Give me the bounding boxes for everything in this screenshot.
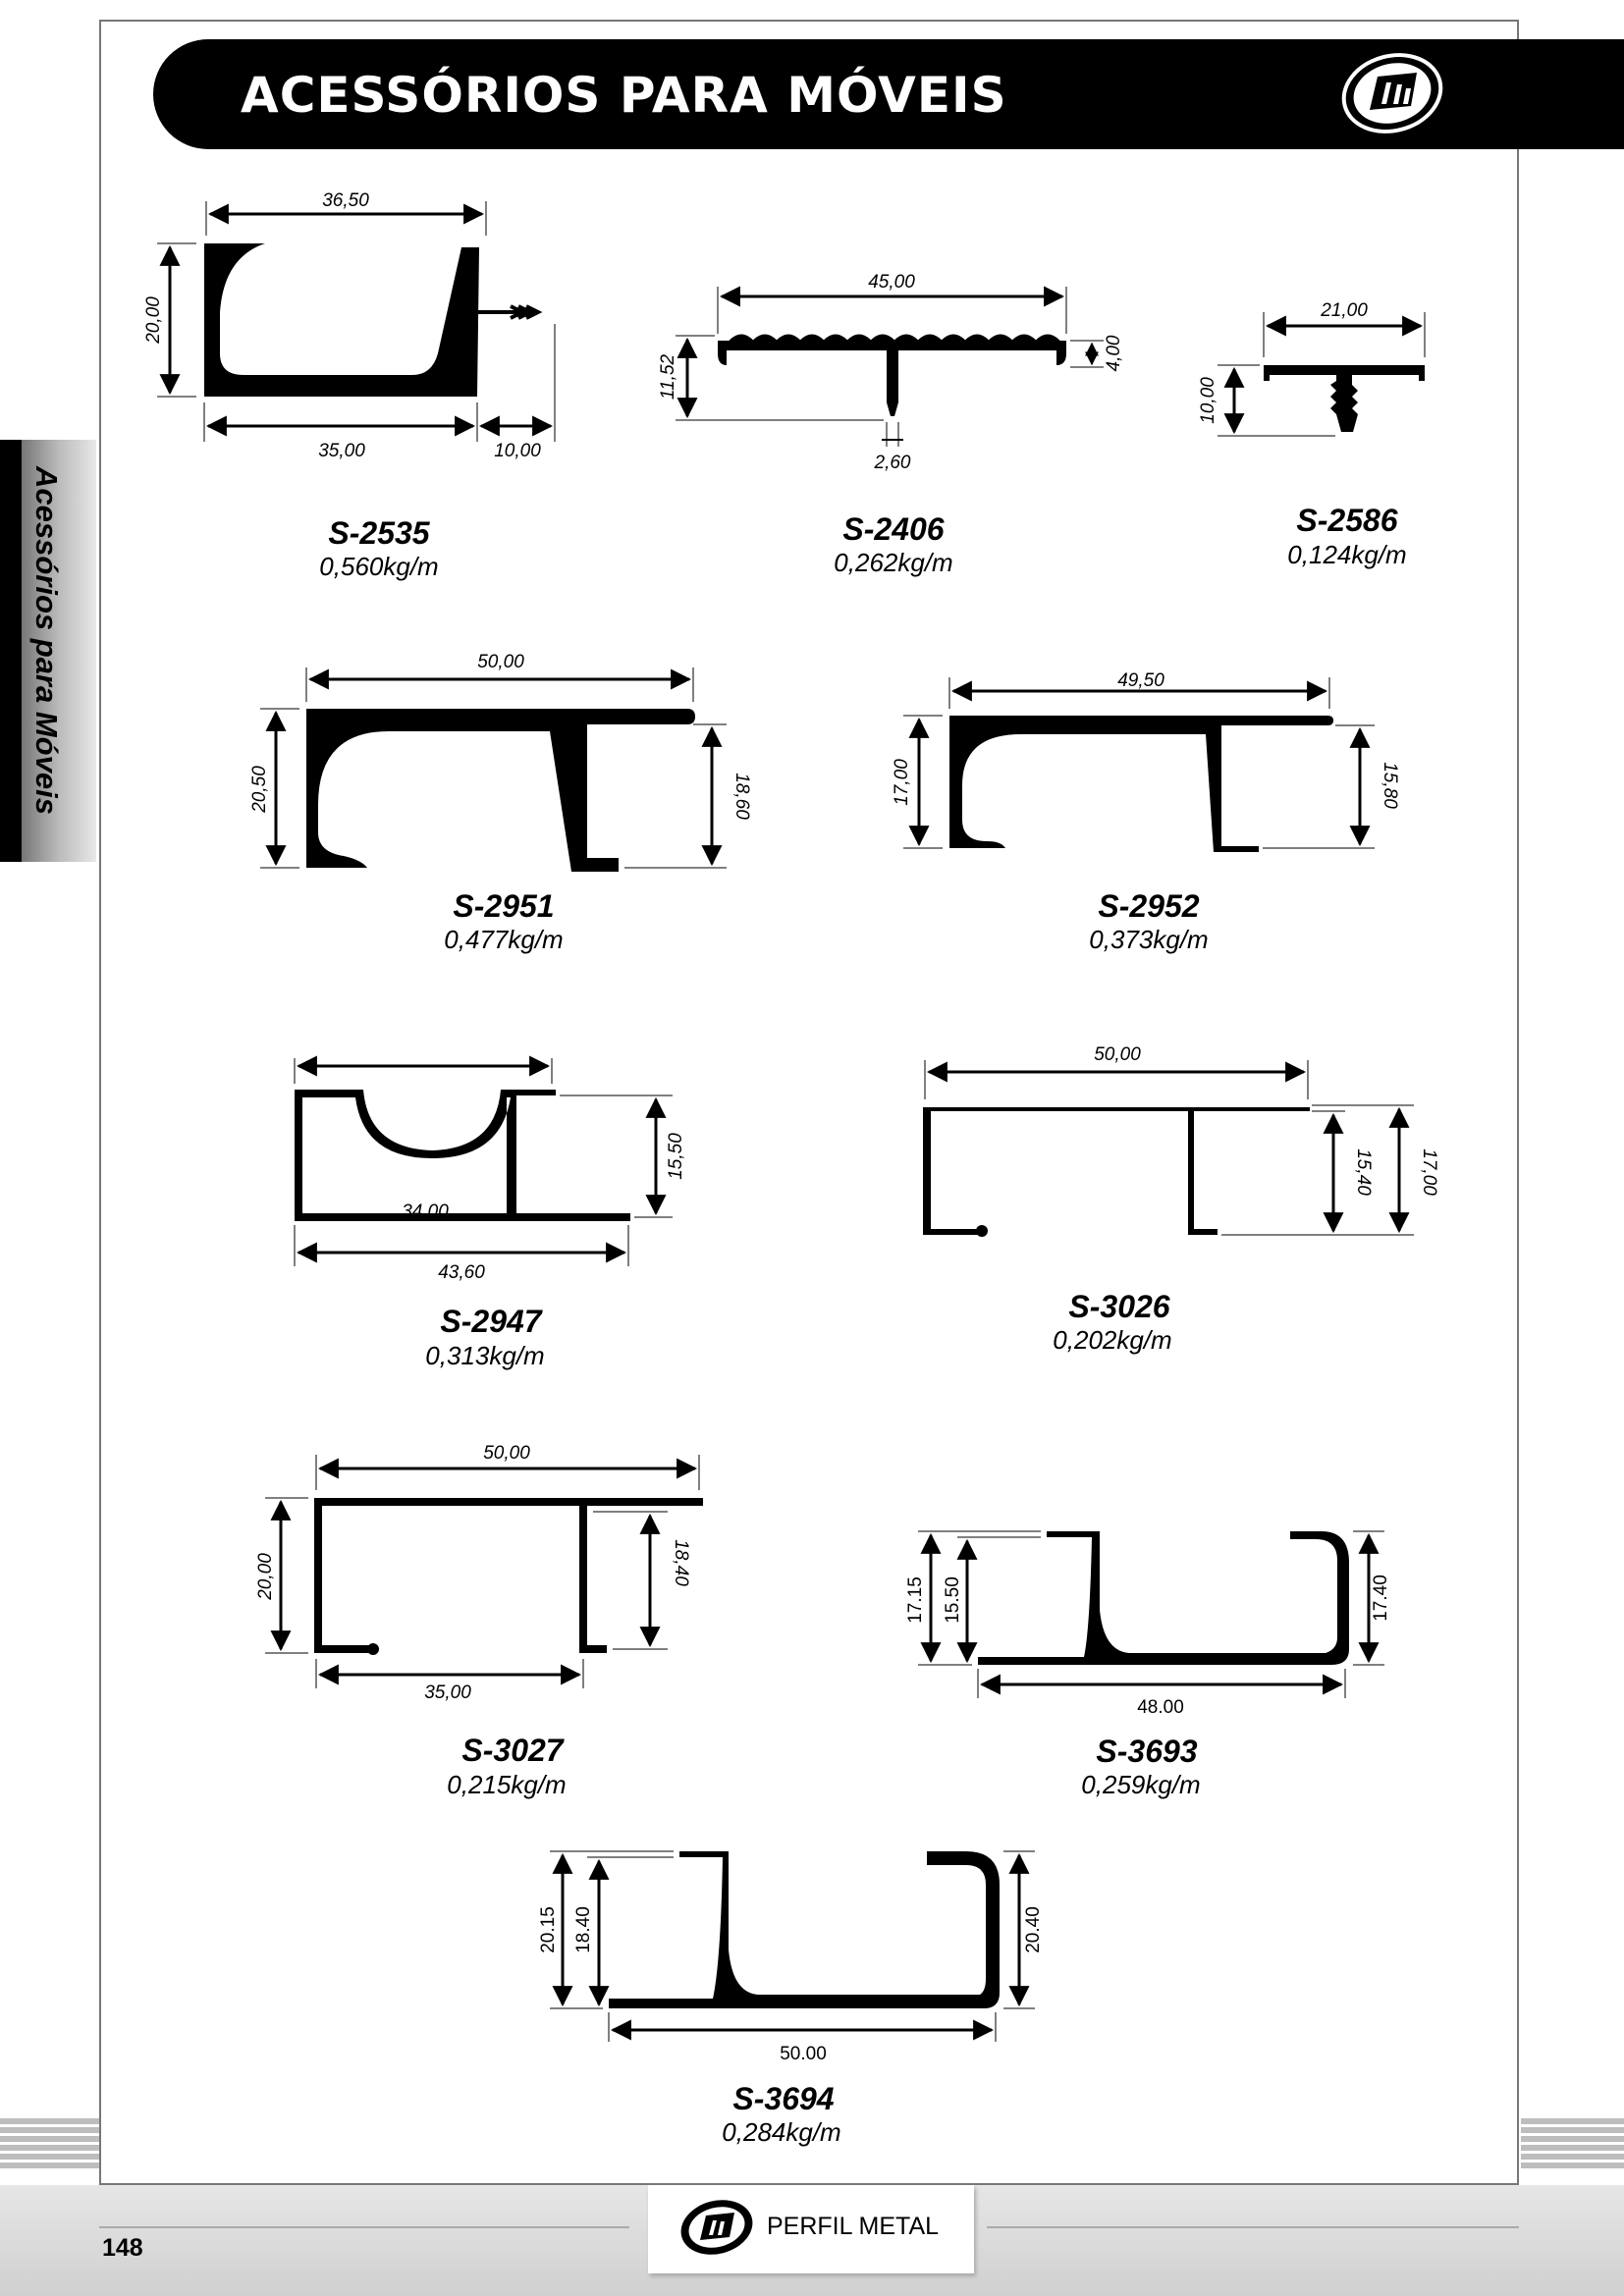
footer-brand-name: PERFIL METAL — [767, 2213, 940, 2240]
page-title: ACESSÓRIOS PARA MÓVEIS — [241, 67, 1007, 124]
product-weight: 0,373kg/m — [1089, 925, 1209, 954]
product-code: S-2586 — [1296, 503, 1398, 538]
product-code: S-3027 — [461, 1733, 564, 1768]
product-code: S-2406 — [842, 511, 945, 547]
product-code: S-3026 — [1068, 1289, 1170, 1324]
profile-s3026-drawing — [923, 1060, 1414, 1237]
dim-label: 20.40 — [1023, 1906, 1044, 1953]
dim-label: 15,40 — [1353, 1148, 1374, 1196]
dim-label: 18,40 — [671, 1539, 691, 1586]
dim-label: 45,00 — [868, 272, 915, 293]
page-number: 148 — [102, 2234, 143, 2262]
profile-s3693-drawing — [918, 1531, 1384, 1698]
product-code: S-3694 — [732, 2081, 835, 2116]
dim-label: 17.15 — [905, 1576, 926, 1624]
dim-label: 48.00 — [1137, 1697, 1184, 1718]
dim-label: 50,00 — [483, 1443, 530, 1464]
product-weight: 0,477kg/m — [444, 925, 564, 954]
product-code: S-2947 — [440, 1304, 542, 1339]
dim-label: 20.15 — [538, 1906, 559, 1953]
dim-label: 2,60 — [874, 453, 911, 473]
product-weight: 0,124kg/m — [1287, 540, 1407, 569]
dim-label: 36,50 — [322, 190, 369, 211]
dim-label: 20,50 — [249, 766, 270, 813]
dim-label: 4,00 — [1104, 335, 1124, 372]
dim-label: 43,60 — [438, 1262, 485, 1283]
dim-label: 18.40 — [573, 1906, 594, 1953]
dim-label: 17,00 — [1419, 1148, 1439, 1196]
dim-label: 50,00 — [1094, 1044, 1141, 1065]
dim-label: 10,00 — [1198, 377, 1218, 424]
product-weight: 0,202kg/m — [1053, 1325, 1172, 1355]
dim-label: 11,52 — [658, 353, 678, 400]
profile-s2952-drawing — [903, 677, 1375, 852]
profile-s2406-drawing — [676, 287, 1104, 447]
dim-label: 49,50 — [1117, 670, 1164, 691]
profile-s3027-drawing — [265, 1455, 703, 1688]
dim-label: 35,00 — [424, 1682, 471, 1703]
dim-label: 15.50 — [943, 1576, 963, 1624]
dim-label: 20,00 — [143, 296, 164, 344]
product-code: S-3693 — [1096, 1734, 1198, 1769]
product-code: S-2952 — [1098, 888, 1200, 924]
dim-label: 17.40 — [1371, 1575, 1391, 1622]
dim-label: 20,00 — [255, 1553, 276, 1600]
dim-label: 35,00 — [318, 441, 365, 461]
profile-s3694-drawing — [550, 1851, 1035, 2042]
profile-s2535-drawing — [157, 201, 555, 442]
dim-label: 15,80 — [1380, 762, 1400, 809]
product-weight: 0,215kg/m — [447, 1770, 567, 1799]
product-weight: 0,259kg/m — [1081, 1770, 1201, 1799]
product-code: S-2535 — [328, 515, 430, 551]
product-weight: 0,560kg/m — [319, 552, 439, 581]
profile-s2947-drawing — [295, 1058, 673, 1266]
side-tab-label: Acessórios para Móveis — [29, 466, 64, 815]
dim-label: 15,50 — [666, 1133, 686, 1180]
profile-s2586-drawing — [1218, 312, 1425, 436]
product-code: S-2951 — [453, 888, 555, 924]
dim-label: 10,00 — [494, 441, 541, 461]
dim-label: 18,60 — [731, 773, 752, 820]
product-weight: 0,313kg/m — [425, 1341, 545, 1370]
dim-label: 17,00 — [892, 759, 912, 806]
product-weight: 0,284kg/m — [722, 2117, 841, 2147]
dim-label: 34,00 — [402, 1201, 449, 1222]
product-weight: 0,262kg/m — [834, 548, 953, 577]
dim-label: 50.00 — [780, 2044, 827, 2064]
dim-label: 50,00 — [477, 652, 524, 672]
dim-label: 21,00 — [1321, 300, 1368, 321]
profile-s2951-drawing — [260, 667, 727, 872]
